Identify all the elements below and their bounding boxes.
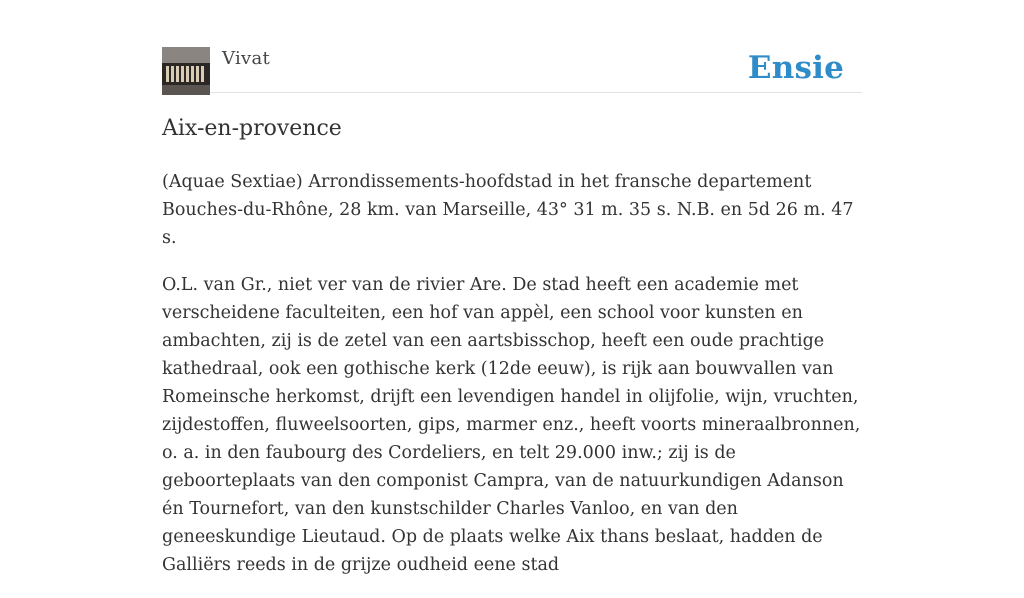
page-header: [162, 46, 862, 93]
article-paragraph: O.L. van Gr., niet ver van de rivier Are. De stad heeft een academie met verscheidene faculteiten, een hof van appèl, een school voor kunsten en ambachten, zij is de zetel van een aartsbisschop, heeft een oude prachtige kathedraal, ook een gothische kerk (12de eeuw), is rijk aan bouwvallen van Romeinsche herkomst, drijft een levendigen handel in olijfolie, wijn, vruchten, zijdestoffen, fluweelsoorten, gips, marmer enz., heeft voorts mineraalbronnen, o. a. in den faubourg des Cordeliers, en telt 29.000 inw.; zij is de geboorteplaats van den componist Campra, van de natuurkundigen Adanson én Tournefort, van den kunstschilder Charles Vanloo, en van den geneeskundige Lieutaud. Op de plaats welke Aix thans beslaat, hadden de Galliërs reeds in de grijze oudheid eene stad: [162, 275, 861, 575]
article-title: Aix-en-provence: [162, 116, 342, 141]
author-name[interactable]: Vivat: [222, 48, 271, 69]
site-logo[interactable]: Ensie: [747, 50, 844, 86]
avatar-image: [162, 47, 210, 95]
article-paragraph: (Aquae Sextiae) Arrondissements-hoofdstad in het fransche departement Bouches-du-Rhône, 28 km. van Marseille, 43° 31 m. 35 s. N.B. en 5d 26 m. 47 s.: [162, 172, 854, 248]
article-body: [162, 168, 862, 598]
author-avatar[interactable]: [162, 47, 210, 95]
